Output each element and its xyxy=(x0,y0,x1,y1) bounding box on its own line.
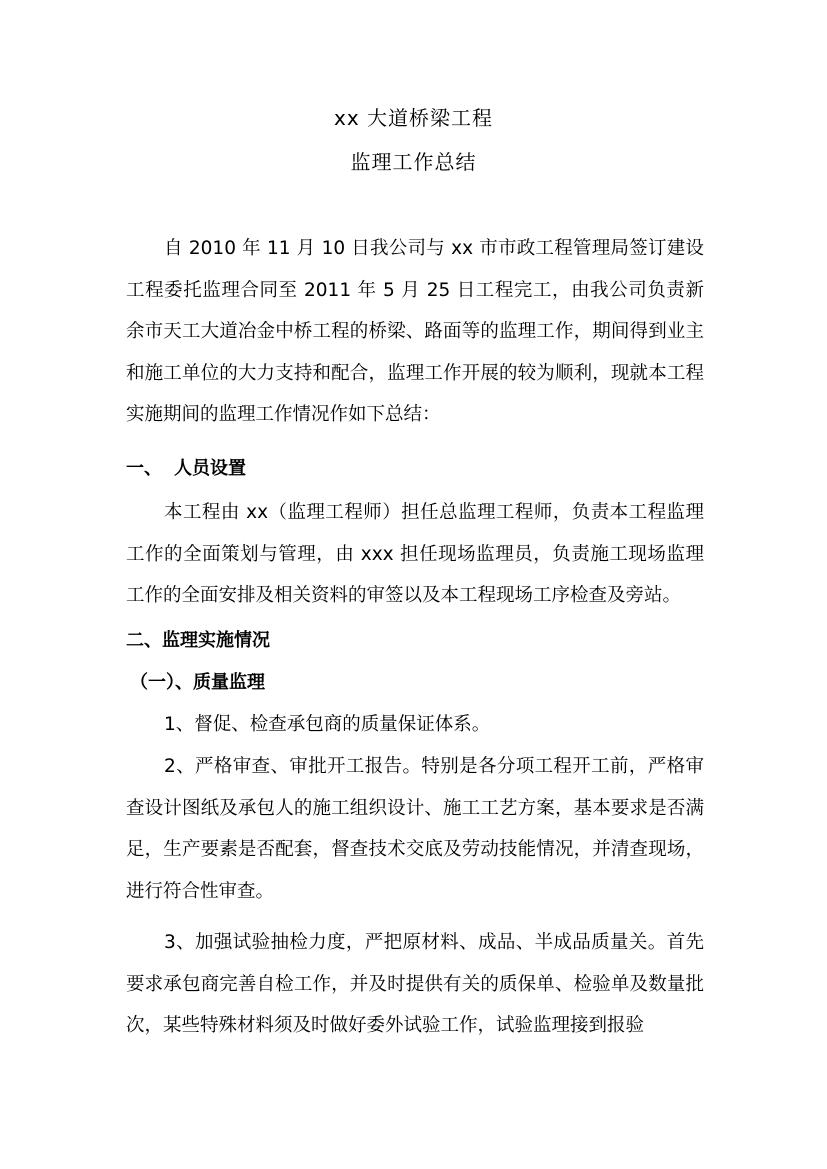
subsection1-heading: （一）、质量监理 xyxy=(130,672,265,693)
section1-number: 一、 xyxy=(126,458,162,479)
document-title-line1: xx 大道桥梁工程 xyxy=(333,106,494,130)
intro-paragraph: 自 2010 年 11 月 10 日我公司与 xx 市市政工程管理局签订建设工程委托监理合同至 2011 年 5 月 25 日工程完工，由我公司负责新余市天工大道冶金中桥工程的桥梁、路面等的监理工作，期间得到业主和施工单位的大力支持和配合，监理工作开展的较为顺利，现就本工程实施期间的监理工作情况作如下总结： xyxy=(126,238,704,425)
quality-item-2: 2、严格审查、审批开工报告。特别是各分项工程开工前，严格审查设计图纸及承包人的施工组织设计、施工工艺方案，基本要求是否满足，生产要素是否配套，督查技术交底及劳动技能情况，并清查现场，进行符合性审查。 xyxy=(126,756,704,902)
document-title-line2: 监理工作总结 xyxy=(350,150,477,174)
section2-heading: 二、监理实施情况 xyxy=(126,630,270,651)
quality-item-3: 3、加强试验抽检力度，严把原材料、成品、半成品质量关。首先要求承包商完善自检工作，并及时提供有关的质保单、检验单及数量批次，某些特殊材料须及时做好委外试验工作，试验监理接到报验 xyxy=(126,932,704,1036)
section1-title: 人员设置 xyxy=(174,458,246,479)
section1-heading xyxy=(126,456,246,482)
section1-paragraph: 本工程由 xx（监理工程师）担任总监理工程师，负责本工程监理工作的全面策划与管理，由 xxx 担任现场监理员，负责施工现场监理工作的全面安排及相关资料的审签以及本工程现场工序检查及旁站。 xyxy=(126,502,704,606)
quality-item-1: 1、督促、检查承包商的质量保证体系。 xyxy=(164,714,491,735)
